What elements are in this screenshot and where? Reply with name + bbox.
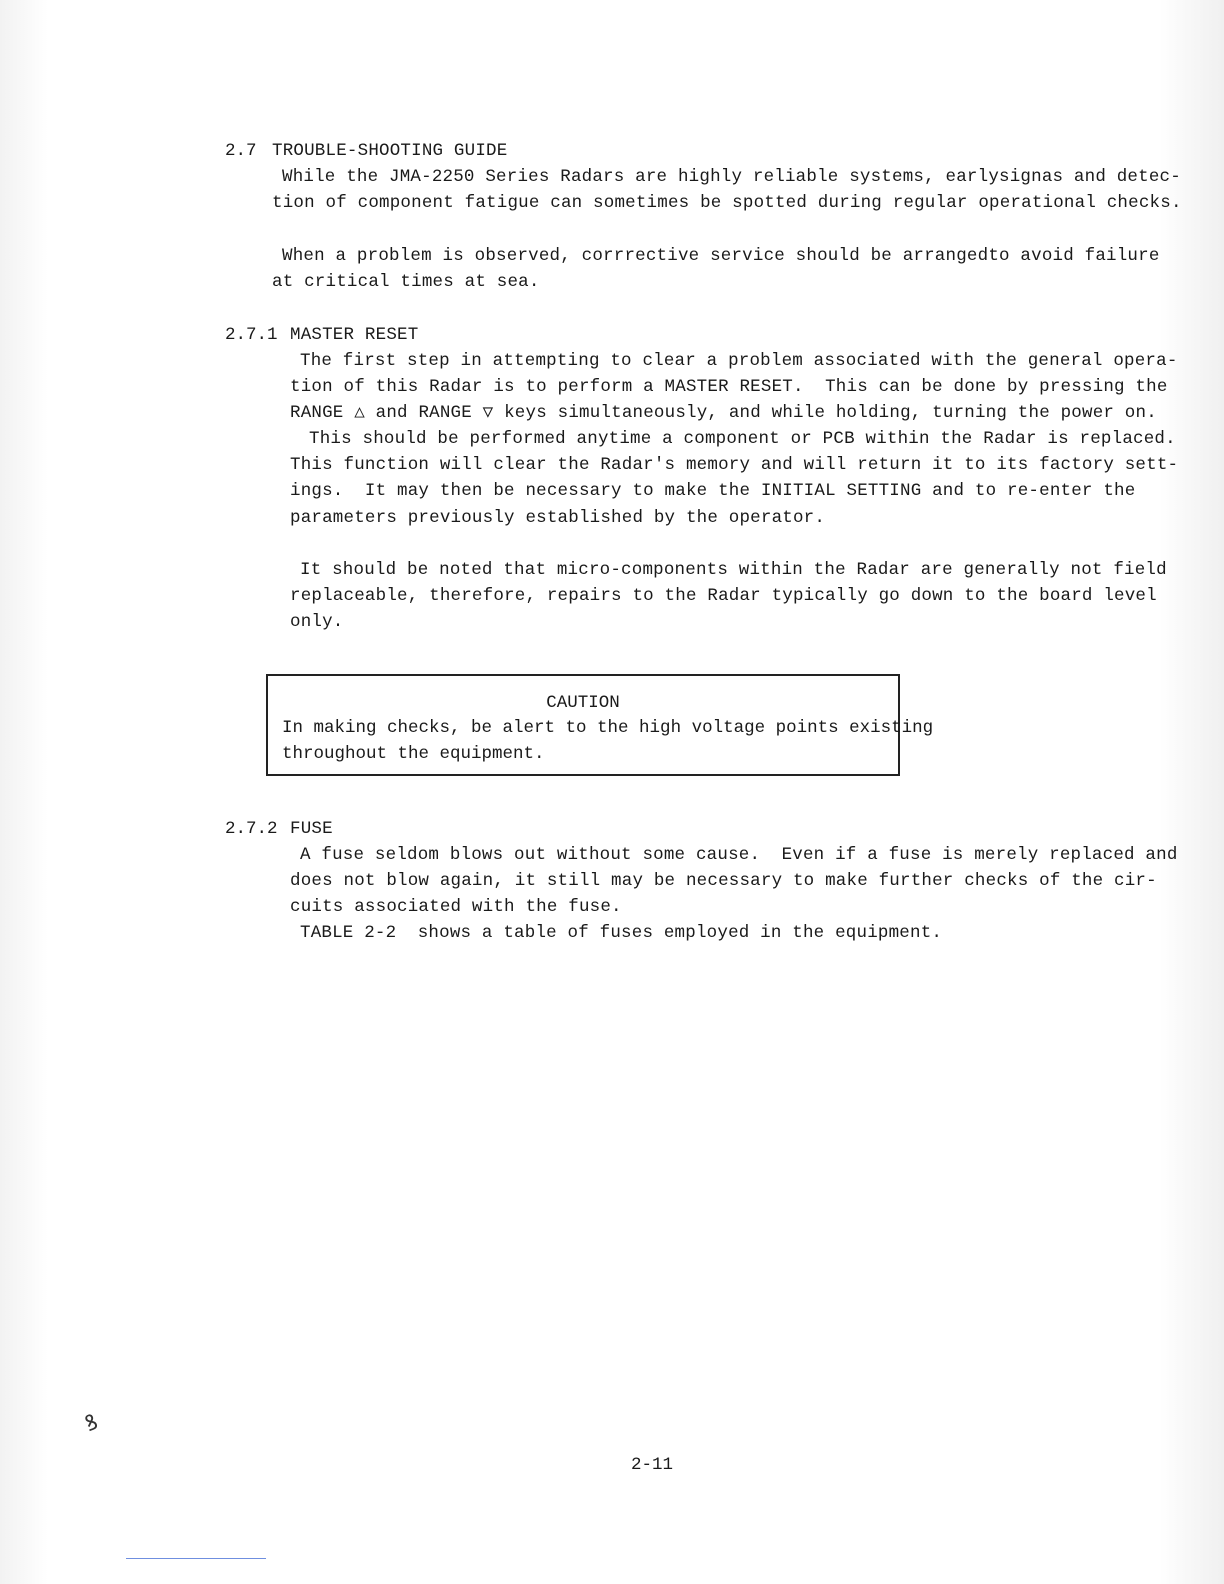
paragraph-line: While the JMA-2250 Series Radars are highly reliable systems, earlysignas and detec- — [282, 167, 1181, 187]
handwritten-mark: ꝸ — [81, 1409, 102, 1438]
paragraph-line: replaceable, therefore, repairs to the Radar typically go down to the board level — [290, 586, 1157, 606]
caution-text: throughout the equipment. — [282, 744, 545, 764]
paragraph-line: TABLE 2-2 shows a table of fuses employed in the equipment. — [300, 923, 943, 943]
paragraph-line: cuits associated with the fuse. — [290, 897, 622, 917]
paragraph-line: only. — [290, 612, 344, 632]
section-number: 2.7.2 — [225, 819, 278, 839]
section-number: 2.7 — [225, 141, 257, 161]
paragraph-line: ings. It may then be necessary to make the INITIAL SETTING and to re-enter the — [290, 481, 1136, 501]
paragraph-line: This should be performed anytime a component or PCB within the Radar is replaced. — [309, 429, 1176, 449]
paragraph-line: The first step in attempting to clear a problem associated with the general opera- — [300, 351, 1178, 371]
paragraph-line: parameters previously established by the operator. — [290, 508, 826, 528]
paragraph-line: does not blow again, it still may be necessary to make further checks of the cir- — [290, 871, 1157, 891]
paragraph-line: It should be noted that micro-components within the Radar are generally not field — [300, 560, 1167, 580]
scan-shadow-left — [0, 0, 48, 1584]
paragraph-line: at critical times at sea. — [272, 272, 540, 292]
caution-text: In making checks, be alert to the high voltage points existing — [282, 718, 934, 738]
paragraph-line: A fuse seldom blows out without some cause. Even if a fuse is merely replaced and — [300, 845, 1178, 865]
paragraph-line: tion of component fatigue can sometimes be spotted during regular operational checks. — [272, 193, 1182, 213]
paragraph-line: This function will clear the Radar's memory and will return it to its factory sett- — [290, 455, 1179, 475]
section-title: FUSE — [290, 819, 333, 839]
caution-box — [266, 674, 934, 776]
paragraph-line: When a problem is observed, corrrective service should be arrangedto avoid failure — [282, 246, 1160, 266]
section-title: MASTER RESET — [290, 325, 419, 345]
paragraph-line: RANGE △ and RANGE ▽ keys simultaneously, and while holding, turning the power on. — [290, 403, 1157, 423]
paragraph-line: tion of this Radar is to perform a MASTER RESET. This can be done by pressing the — [290, 377, 1168, 397]
caution-title: CAUTION — [546, 693, 620, 713]
scan-shadow-right — [1160, 0, 1224, 1584]
section-title: TROUBLE-SHOOTING GUIDE — [272, 141, 508, 161]
footer-rule — [126, 1558, 266, 1559]
section-number: 2.7.1 — [225, 325, 278, 345]
page-number: 2-11 — [630, 1455, 673, 1475]
